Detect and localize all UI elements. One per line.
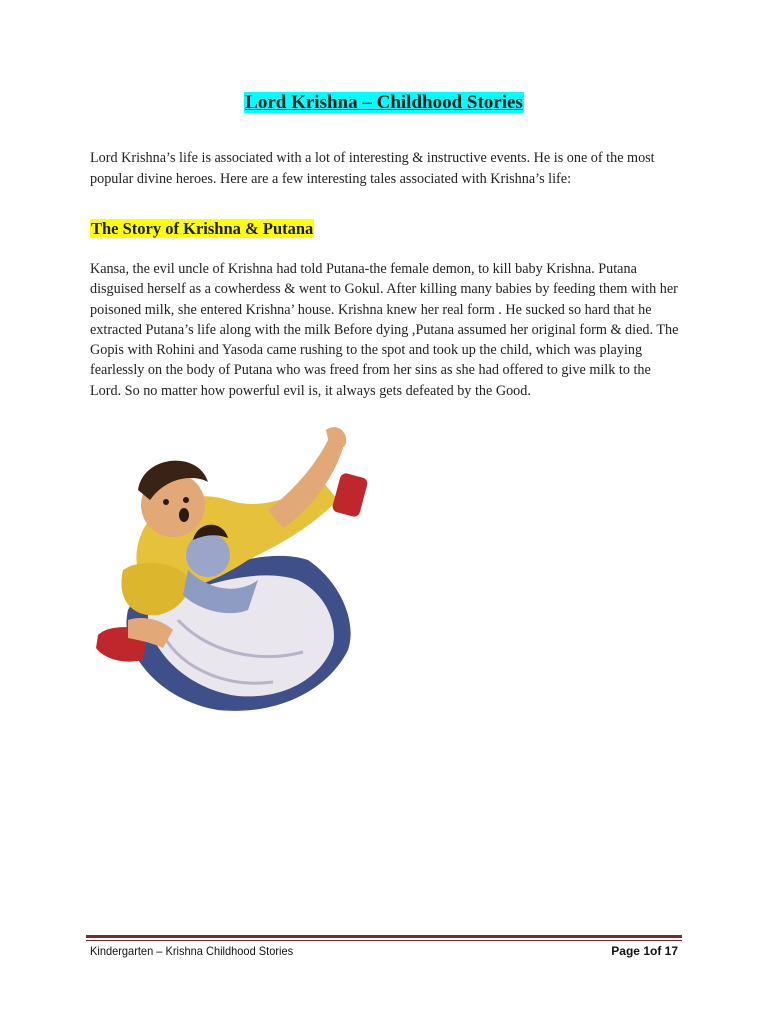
section-heading-text: The Story of Krishna & Putana (91, 219, 314, 238)
putana-illustration (88, 420, 388, 720)
story-paragraph: Kansa, the evil uncle of Krishna had told Putana-the female demon, to kill baby Krishna. Putana disguised herself as a cowherdess & went to Gokul. After killing many babies by feeding them with her poisoned milk, she entered Krishna’ house. Krishna knew her real form . He sucked so hard that he extracted Putana’s life along with the milk Before dying ,Putana assumed her original form & died. The Gopis with Rohini and Yasoda came rushing to the spot and took up the child, which was playing fearlessly on the body of Putana who was freed from her sins as she had offered to give milk to the Lord. So no matter how powerful evil is, it always gets defeated by the Good. (90, 261, 679, 399)
footer-divider-thick (86, 935, 682, 938)
putana-illustration-image (88, 420, 388, 720)
footer-document-title: Kindergarten – Krishna Childhood Stories (90, 944, 294, 958)
page-title-text: Lord Krishna – Childhood Stories (245, 92, 523, 113)
page-title (0, 92, 768, 114)
footer-divider-thin (86, 940, 682, 941)
section-heading (90, 219, 314, 239)
intro-paragraph: Lord Krishna’s life is associated with a lot of interesting & instructive events. He is one of the most popular divine heroes. Here are a few interesting tales associated with Krishna’s life: (90, 150, 655, 187)
footer-page-number: Page 1of 17 (611, 944, 678, 958)
